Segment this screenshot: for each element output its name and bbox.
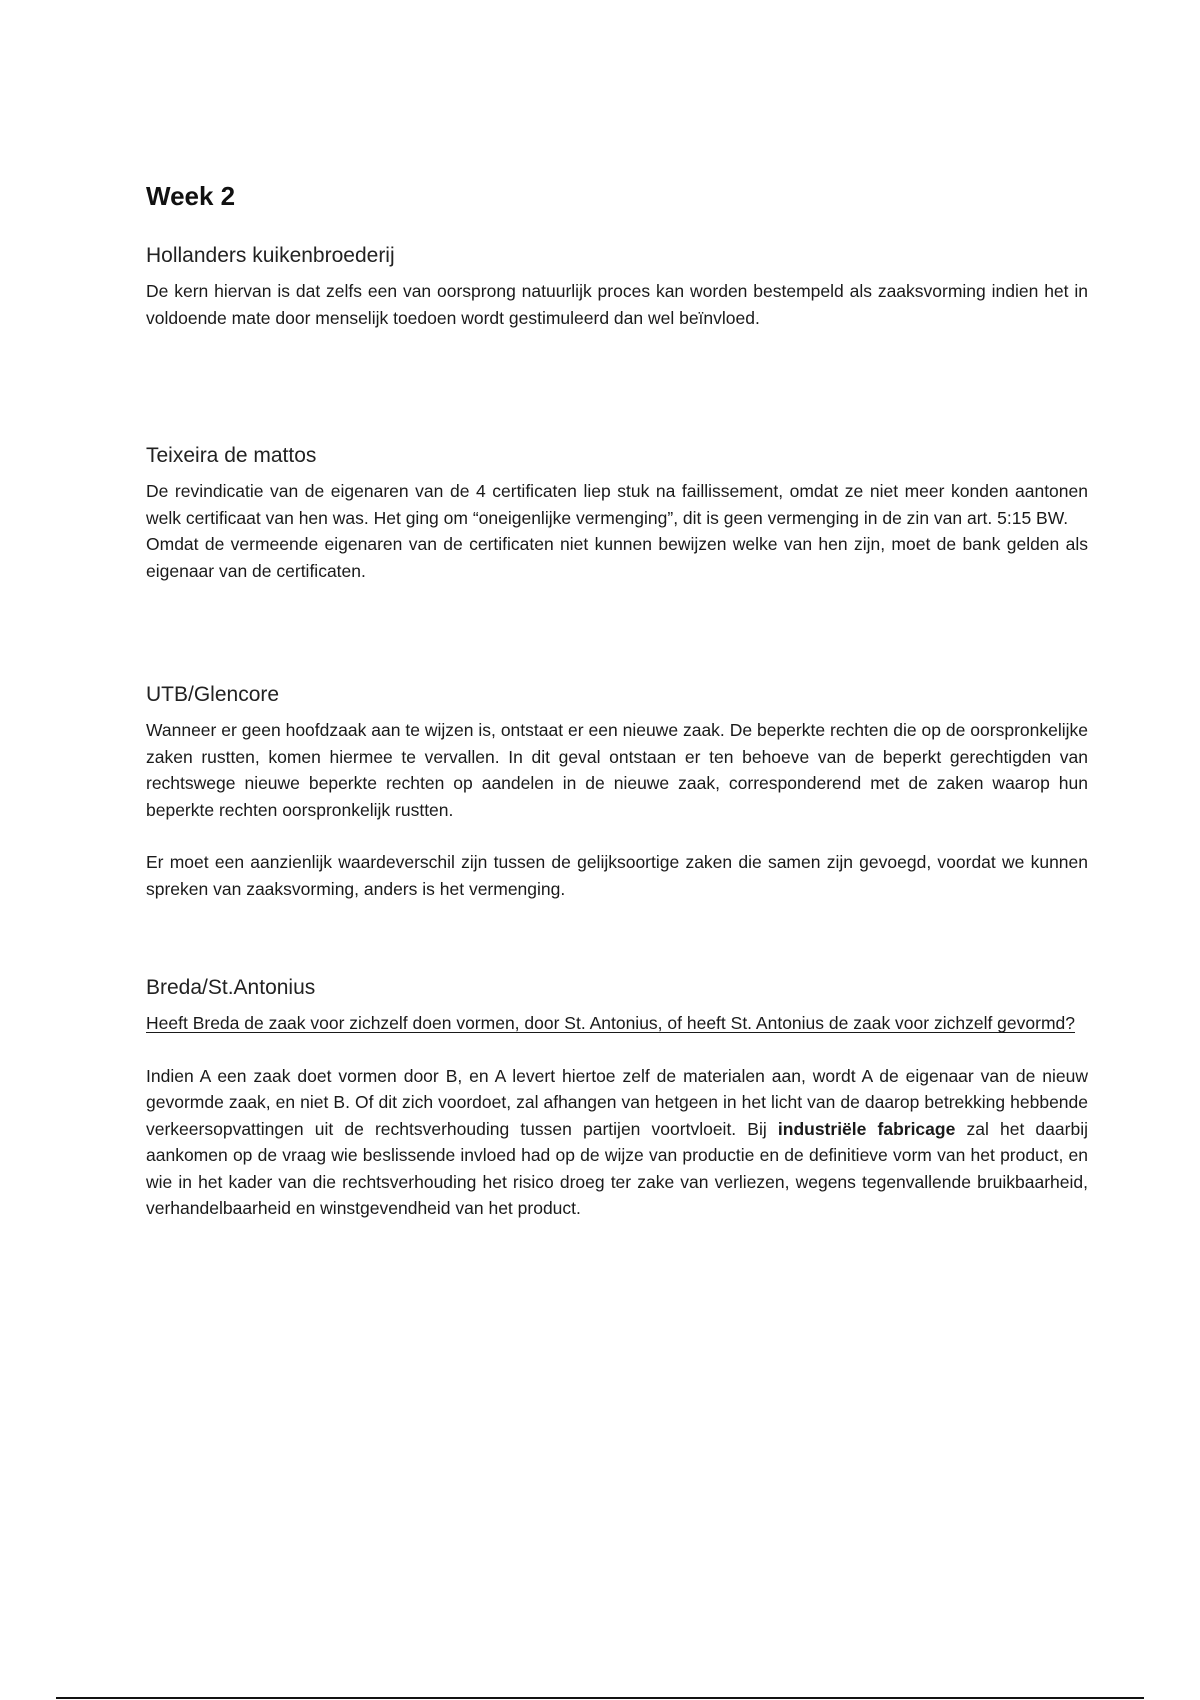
footer-rule [56,1697,1144,1699]
section-breda [146,975,1088,1222]
paragraph: Omdat de vermeende eigenaren van de certificaten niet kunnen bewijzen welke van hen zijn, moet de bank gelden als eigenaar van de certificaten. [146,534,1088,581]
paragraph: Wanneer er geen hoofdzaak aan te wijzen is, ontstaat er een nieuwe zaak. De beperkte rechten die op de oorspronkelijke zaken rustten, komen hiermee te vervallen. In dit geval ontstaan er ten behoeve van de beperkt gerechtigden van rechtswege nieuwe beperkte rechten op aandelen in de nieuwe zaak, corresponderend met de zaken waarop hun beperkte rechten oorspronkelijk rustten. [146,720,1088,820]
section-heading: Teixeira de mattos [146,444,317,467]
paragraph [146,1063,1088,1222]
bold-term: industriële fabricage [777,1118,956,1139]
paragraph: De kern hiervan is dat zelfs een van oorsprong natuurlijk proces kan worden bestempeld als zaaksvorming indien het in voldoende mate door menselijk toedoen wordt gestimuleerd dan wel beïnvloed. [146,281,1088,328]
question-paragraph: Heeft Breda de zaak voor zichzelf doen vormen, door St. Antonius, of heeft St. Antonius de zaak voor zichzelf gevormd? [146,1013,1075,1034]
section-utb-glencore [146,682,1088,902]
section-hollanders [146,243,1088,331]
section-heading: Hollanders kuikenbroederij [146,244,395,267]
page-title: Week 2 [146,181,236,211]
section-heading: Breda/St.Antonius [146,976,316,999]
section-heading: UTB/Glencore [146,683,280,706]
paragraph: Er moet een aanzienlijk waardeverschil zijn tussen de gelijksoortige zaken die samen zijn gevoegd, voordat we kunnen spreken van zaaksvorming, anders is het vermenging. [146,852,1088,899]
paragraph-text: Indien A een zaak doet vormen door B, en A levert hiertoe zelf de materialen aan, wordt A de eigenaar van de nieuw gevormde zaak, en niet B. Of dit zich voordoet, zal afhangen van hetgeen in het licht van de daarop betrekking hebbende verkeersopvattingen uit de rechtsverhouding tussen partijen voortvloeit. Bij [146,1065,1088,1139]
section-teixeira [146,443,1088,584]
paragraph-text: zal het daarbij aankomen op de vraag wie beslissende invloed had op de wijze van productie en de definitieve vorm van het product, en wie in het kader van die rechtsverhouding het risico droeg ter zake van verliezen, wegens tegenvallende bruikbaarheid, verhandelbaarheid en winstgevendheid van het product. [146,1118,1088,1219]
paragraph: De revindicatie van de eigenaren van de 4 certificaten liep stuk na faillissement, omdat ze niet meer konden aantonen welk certificaat van hen was. Het ging om “oneigenlijke vermenging”, dit is geen vermenging in de zin van art. 5:15 BW. [146,481,1088,528]
